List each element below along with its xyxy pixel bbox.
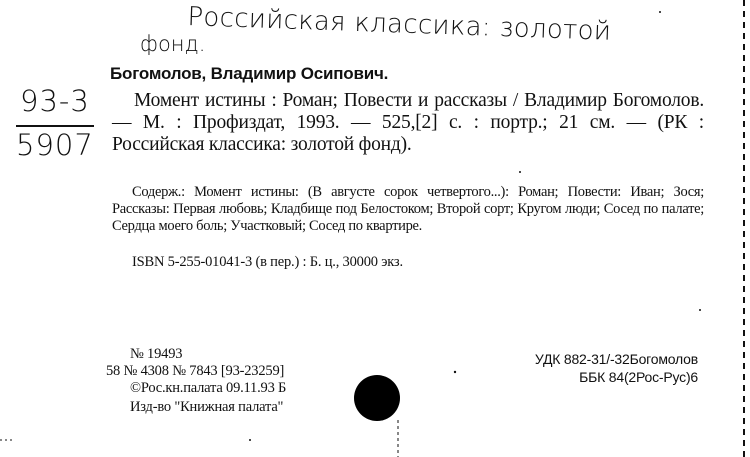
order-line: 58 № 4308 № 7843 [93-23259] [106,363,285,379]
publisher-line: Изд-во "Книжная палата" [130,399,284,415]
isbn-line: ISBN 5-255-01041-3 (в пер.) : Б. ц., 30000 экз. [132,254,403,270]
handwritten-series-note: Российская классика: золотой [186,2,612,47]
card-number: № 19493 [130,346,183,362]
contents-note: Содерж.: Момент истины: (В августе сорок четвертого...): Роман; Повести: Иван; Зося; Рассказы: Первая любовь; Кладбище под Белостоком; Второй сорт; Кругом люди; Сосед по палате; Сердца моего боль; Участковый; Сосед по квартире. [112,184,704,234]
shelfmark-divider [16,125,94,127]
author-heading: Богомолов, Владимир Осипович. [110,64,389,83]
handwritten-series-note-continued: фонд. [140,32,206,56]
bbk-code: ББК 84(2Рос-Рус)6 [579,369,698,385]
shelfmark-number: 5907 [16,128,94,162]
copyright-line: ©Рос.кн.палата 09.11.93 Б [130,380,287,396]
bibliographic-description: Момент истины : Роман; Повести и рассказы / Владимир Богомолов. — М. : Профиздат, 1993. — 525,[2] с. : портр.; 21 см. — (РК : Российская классика: золотой фонд). [112,90,704,155]
udk-code: УДК 882-31/-32Богомолов [534,351,698,367]
shelfmark-class: 93-3 [20,84,90,118]
classification-block [535,350,698,386]
ink-blot-stamp [354,375,400,421]
